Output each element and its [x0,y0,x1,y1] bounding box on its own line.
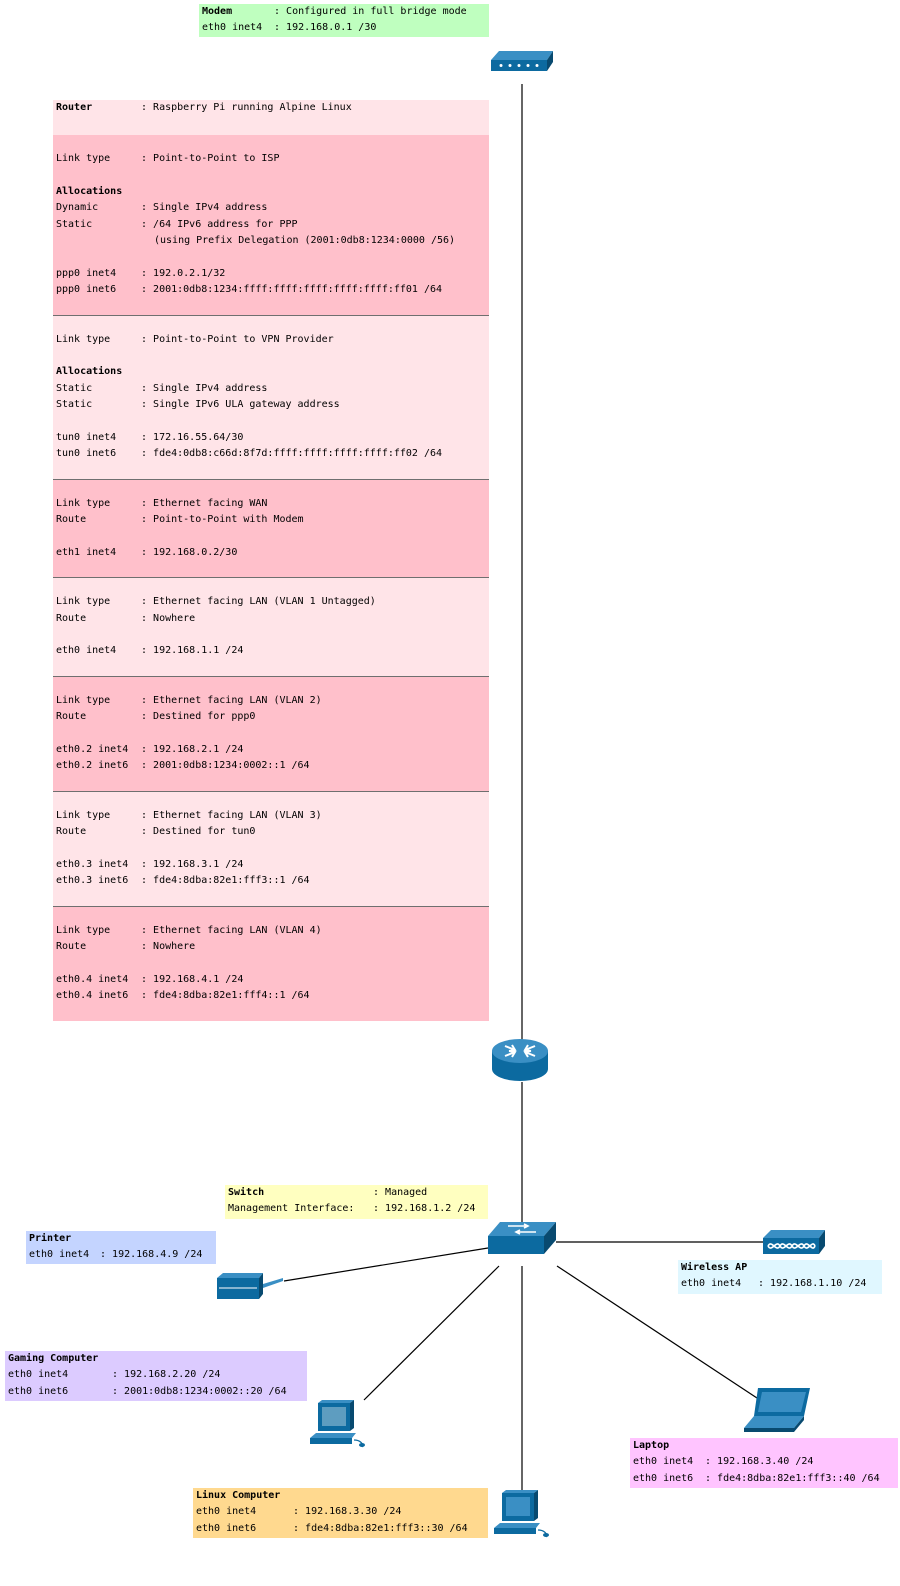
router-row-value: : Ethernet facing LAN (VLAN 3) [141,808,322,824]
router-section [53,315,489,479]
blank-row [53,413,489,429]
printer-label [26,1231,216,1264]
router-row-value: : Ethernet facing LAN (VLAN 2) [141,693,322,709]
router-row-value: : Ethernet facing LAN (VLAN 1 Untagged) [141,594,376,610]
router-row-key: Static [56,382,93,394]
desktop-computer-icon [310,1400,368,1448]
blank-row [53,726,489,742]
wireless-title-row [678,1260,882,1276]
modem-title: Modem [202,6,233,17]
router-section [53,135,489,315]
router-row-value: : fde4:8dba:82e1:fff3::1 /64 [141,873,310,889]
linux-title: Linux Computer [196,1490,281,1501]
laptop-row-1 [630,1454,898,1470]
router-row [53,200,489,216]
router-description: : Raspberry Pi running Alpine Linux [141,100,352,116]
router-section [53,791,489,906]
laptop-title: Laptop [633,1440,670,1451]
laptop-title-row [630,1438,898,1454]
linux-row-1 [193,1504,488,1520]
gaming-title-row [5,1351,307,1367]
laptop-row-2-value: : fde4:8dba:82e1:fff3::40 /64 [705,1471,880,1487]
gaming-row-2 [5,1384,307,1400]
wireless-title: Wireless AP [681,1262,748,1273]
router-row [53,496,489,512]
router-row-key: Allocations [56,366,123,378]
router-row [53,233,489,249]
laptop-icon [744,1388,812,1434]
router-title-row [53,100,489,116]
router-row-key: eth0.2 inet4 [56,743,129,755]
laptop-row-1-value: : 192.168.3.40 /24 [705,1454,813,1470]
router-row [53,282,489,298]
blank-row [53,167,489,183]
router-row [53,512,489,528]
switch-title: Switch [228,1187,265,1198]
linux-row-2 [193,1521,488,1537]
modem-row-value: : 192.168.0.1 /30 [274,20,376,36]
router-row [53,430,489,446]
router-row-value: : 2001:0db8:1234:0002::1 /64 [141,758,310,774]
router-row [53,923,489,939]
router-row-key: Allocations [56,185,123,197]
gaming-title: Gaming Computer [8,1353,99,1364]
router-row [53,184,489,200]
router-row-value: : 2001:0db8:1234:ffff:ffff:ffff:ffff:ffff:ff01 /64 [141,282,442,298]
router-row-key: Static [56,218,93,230]
router-row-key: Link type [56,153,111,164]
switch-row-key: Management Interface: [228,1203,355,1215]
wireless-ap-icon [763,1228,827,1256]
router-row-key: eth0 inet4 [56,645,117,657]
printer-row-key: eth0 inet4 [29,1249,90,1261]
router-row-key: Route [56,711,87,723]
router-row-value: : 192.168.1.1 /24 [141,643,243,659]
router-label [53,100,489,1021]
router-row-key: Link type [56,596,111,608]
router-title-section [53,100,489,135]
wire-switch-gaming [364,1266,499,1400]
router-row [53,972,489,988]
router-row [53,332,489,348]
router-row-value: : Single IPv4 address [141,200,267,216]
router-row-key: eth1 inet4 [56,546,117,558]
router-row-key: Route [56,826,87,838]
router-row [53,381,489,397]
router-row-value: : Nowhere [141,939,195,955]
router-row-value: : Destined for ppp0 [141,709,255,725]
wireless-ap-label [678,1260,882,1294]
blank-row [53,627,489,643]
router-row-value: : Point-to-Point to VPN Provider [141,332,334,348]
router-row-key: eth0.3 inet6 [56,875,129,887]
router-row-value: (using Prefix Delegation (2001:0db8:1234:0000 /56) [154,234,456,246]
modem-row-key: eth0 inet4 [202,22,263,34]
linux-computer-label [193,1488,488,1538]
switch-title-row [225,1185,488,1201]
linux-row-1-value: : 192.168.3.30 /24 [293,1504,401,1520]
laptop-row-1-key: eth0 inet4 [633,1456,694,1468]
router-row-value: : Ethernet facing LAN (VLAN 4) [141,923,322,939]
wireless-row-key: eth0 inet4 [681,1278,742,1290]
router-row-key: ppp0 inet4 [56,267,117,279]
router-row [53,939,489,955]
blank-row [53,955,489,971]
laptop-row-2-key: eth0 inet6 [633,1472,694,1484]
router-title: Router [56,102,93,113]
router-row [53,643,489,659]
gaming-computer-label [5,1351,307,1401]
router-row-key: tun0 inet4 [56,431,117,443]
router-row-key: eth0.3 inet4 [56,858,129,870]
linux-row-2-value: : fde4:8dba:82e1:fff3::30 /64 [293,1521,468,1537]
router-row-value: : 192.168.0.2/30 [141,545,237,561]
router-row-key: eth0.4 inet6 [56,990,129,1002]
router-row-key: Dynamic [56,202,99,214]
router-row-value: : Single IPv6 ULA gateway address [141,397,340,413]
switch-row-value: : 192.168.1.2 /24 [373,1201,475,1217]
printer-row [26,1247,216,1263]
switch-label [225,1185,488,1219]
wireless-row [678,1276,882,1292]
router-row-key: Route [56,514,87,526]
router-row-key: Link type [56,924,111,936]
router-row-key: Route [56,941,87,953]
router-row-key: Link type [56,694,111,706]
blank-row [53,249,489,265]
router-row-key: ppp0 inet6 [56,284,117,296]
router-row-value: : Single IPv4 address [141,381,267,397]
router-row [53,857,489,873]
router-row-value: : Point-to-Point with Modem [141,512,304,528]
router-row-value: : fde4:8dba:82e1:fff4::1 /64 [141,988,310,1004]
router-row [53,266,489,282]
router-row-key: Link type [56,333,111,345]
router-row [53,364,489,380]
linux-row-1-key: eth0 inet4 [196,1506,257,1518]
switch-icon [488,1220,558,1256]
linux-title-row [193,1488,488,1504]
gaming-row-1-key: eth0 inet4 [8,1369,69,1381]
blank-row [53,841,489,857]
modem-mode: : Configured in full bridge mode [274,4,467,20]
router-row-value: : 192.168.4.1 /24 [141,972,243,988]
router-row-value: : Destined for tun0 [141,824,255,840]
gaming-row-2-value: : 2001:0db8:1234:0002::20 /64 [112,1384,287,1400]
router-row [53,217,489,233]
router-row-value: : fde4:0db8:c66d:8f7d:ffff:ffff:ffff:ffff:ff02 /64 [141,446,442,462]
router-row [53,545,489,561]
router-row-key: eth0.2 inet6 [56,760,129,772]
router-section [53,906,489,1021]
gaming-row-1-value: : 192.168.2.20 /24 [112,1367,220,1383]
router-section [53,577,489,676]
router-row-key: Link type [56,809,111,821]
router-row [53,151,489,167]
desktop-computer-icon [494,1490,552,1538]
router-row [53,446,489,462]
printer-icon [215,1270,285,1300]
router-row [53,988,489,1004]
router-row-key: Static [56,399,93,411]
switch-mode: : Managed [373,1185,427,1201]
gaming-row-1 [5,1367,307,1383]
router-row-value: : 192.168.3.1 /24 [141,857,243,873]
router-row [53,709,489,725]
printer-title-row [26,1231,216,1247]
modem-label [199,4,489,37]
router-section [53,676,489,791]
router-row [53,611,489,627]
router-row [53,397,489,413]
router-row-key: eth0.4 inet4 [56,973,129,985]
router-row-value: : 192.0.2.1/32 [141,266,225,282]
router-row [53,693,489,709]
router-row-key: Link type [56,497,111,509]
modem-row [199,20,489,36]
laptop-label [630,1438,898,1488]
router-row-value: : Point-to-Point to ISP [141,151,279,167]
modem-icon [491,48,554,74]
printer-row-value: : 192.168.4.9 /24 [100,1247,202,1263]
router-row [53,742,489,758]
router-row-value: : Nowhere [141,611,195,627]
laptop-row-2 [630,1471,898,1487]
router-row [53,758,489,774]
router-row-key: Route [56,612,87,624]
router-row [53,824,489,840]
modem-title-row [199,4,489,20]
gaming-row-2-key: eth0 inet6 [8,1385,69,1397]
wire-switch-printer [284,1248,488,1281]
router-icon [491,1037,549,1083]
blank-row [53,348,489,364]
printer-title: Printer [29,1233,72,1244]
wireless-row-value: : 192.168.1.10 /24 [758,1276,866,1292]
router-row-value: : /64 IPv6 address for PPP [141,217,298,233]
switch-row [225,1201,488,1217]
router-row [53,808,489,824]
router-row-value: : Ethernet facing WAN [141,496,267,512]
router-row [53,594,489,610]
blank-row [53,528,489,544]
router-row-value: : 192.168.2.1 /24 [141,742,243,758]
router-row [53,873,489,889]
linux-row-2-key: eth0 inet6 [196,1522,257,1534]
router-section [53,479,489,578]
router-row-value: : 172.16.55.64/30 [141,430,243,446]
router-row-key: tun0 inet6 [56,448,117,460]
